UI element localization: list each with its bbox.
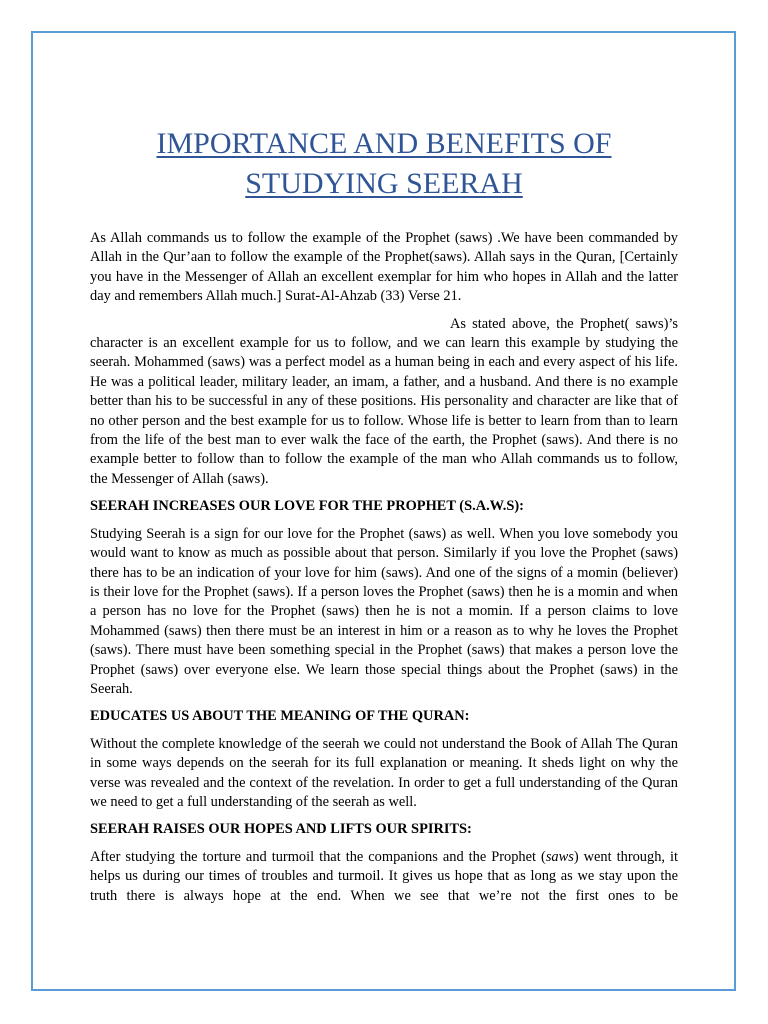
title-line-2: STUDYING SEERAH [245, 167, 523, 200]
paragraph-hopes-and-spirits [90, 848, 678, 906]
paragraph-intro: As Allah commands us to follow the example of the Prophet (saws) .We have been commanded by Allah in the Qur’aan to follow the example of the Prophet(saws). Allah says in the Quran, [Certainly you have in the Messenger of Allah an excellent exemplar for him who hopes in Allah and the latter day and remembers Allah much.] Surat-Al-Ahzab (33) Verse 21. [90, 230, 678, 305]
paragraph-example: As stated above, the Prophet( saws)’s character is an excellent example for us to follow, and we can learn this example by studying the seerah. Mohammed (saws) was a perfect model as a human being in each and every aspect of his life. He was a political leader, military leader, an imam, a father, and a husband. And there is no example better than his to be successful in any of these positions. His personality and character are like that of no other person and the best example for us to follow. Whose life is better to learn from than to learn from the life of the best man to ever walk the face of the earth, the Prophet (saws). And there is no example better to follow than to follow the example of the man who Allah commands us to follow, the Messenger of Allah (saws). [90, 315, 678, 487]
paragraph-meaning-of-quran: Without the complete knowledge of the seerah we could not understand the Book of Allah The Quran in some ways depends on the seerah for its full explanation or meaning. It sheds light on why the verse was revealed and the context of the revelation. In order to get a full understanding of the Quran we need to get a full understanding of the seerah as well. [90, 735, 678, 810]
document-body [90, 229, 678, 914]
title-line-1: IMPORTANCE AND BENEFITS OF [156, 127, 612, 160]
paragraph-hopes-text-end: ) went through, it helps us during our times of troubles and turmoil. It gives us hope that as long as we stay upon the truth there is always hope at the end. When we see that we’re not the first ones to be [90, 848, 678, 904]
heading-meaning-of-quran: EDUCATES US ABOUT THE MEANING OF THE QURAN: [90, 708, 470, 725]
paragraph-hopes-italic: saws [545, 848, 574, 865]
document-title [90, 124, 678, 204]
paragraph-love-for-prophet: Studying Seerah is a sign for our love for the Prophet (saws) as well. When you love somebody you would want to know as much as possible about that person. Similarly if you love the Prophet (saws) there has to be an indication of your love for him (saws). And one of the signs of a momin (believer) is their love for the Prophet (saws). If a person loves the Prophet (saws) then he is a momin and when a person has no love for the Prophet (saws) then he is not a momin. If a person claims to love Mohammed (saws) then there must be an interest in him or a reason as to why he loves the Prophet (saws). There must have been something special in the Prophet (saws) that makes a person love the Prophet (saws) over everyone else. We learn those special things about the Prophet (saws) in the Seerah. [90, 525, 678, 697]
heading-love-for-prophet: SEERAH INCREASES OUR LOVE FOR THE PROPHET (S.A.W.S): [90, 498, 524, 515]
heading-hopes-and-spirits: SEERAH RAISES OUR HOPES AND LIFTS OUR SPIRITS: [90, 821, 472, 838]
paragraph-hopes-text-start: After studying the torture and turmoil that the companions and the Prophet ( [90, 848, 546, 865]
